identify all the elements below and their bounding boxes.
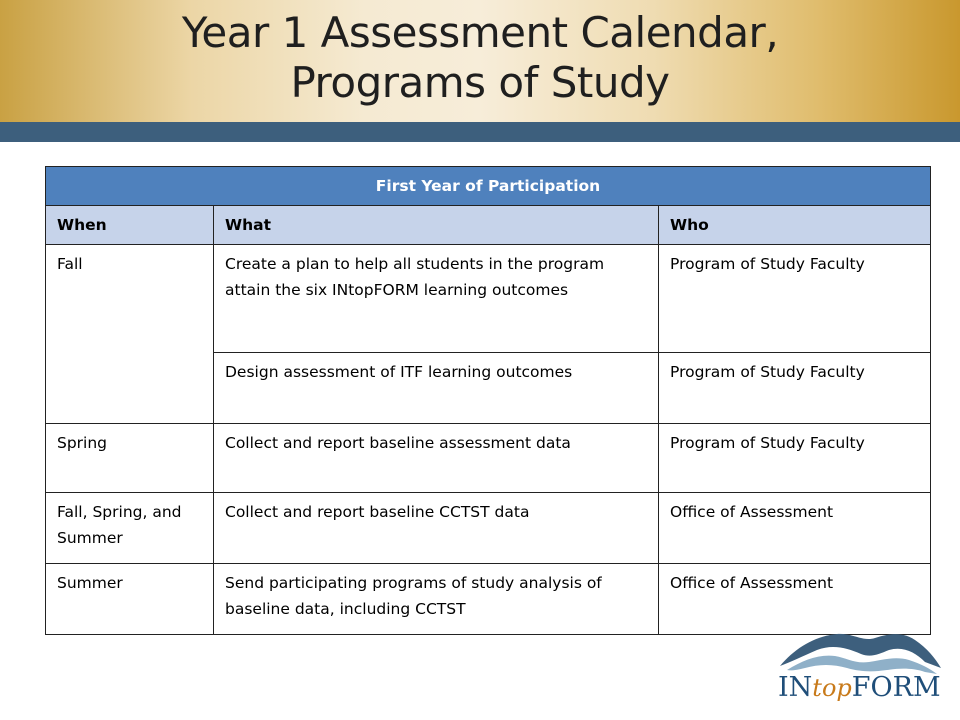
column-header-what: What [214, 206, 659, 245]
column-header-when: When [46, 206, 214, 245]
table-row [46, 424, 931, 493]
cell-who: Program of Study Faculty [659, 245, 931, 353]
cell-what: Send participating programs of study analysis of baseline data, including CCTST [214, 564, 659, 635]
logo-text-top: top [812, 674, 852, 702]
cell-when: Fall, Spring, and Summer [46, 493, 214, 564]
cell-who: Program of Study Faculty [659, 353, 931, 424]
intopform-logo-wordmark [778, 672, 948, 703]
table-caption: First Year of Participation [46, 167, 931, 206]
slide-title-line-1: Year 1 Assessment Calendar, [181, 8, 779, 57]
cell-who: Program of Study Faculty [659, 424, 931, 493]
logo-text-in: IN [778, 672, 813, 703]
cell-when: Fall [46, 245, 214, 424]
assessment-calendar-table [45, 166, 931, 635]
table-row [46, 564, 931, 635]
cell-who: Office of Assessment [659, 493, 931, 564]
cell-when: Spring [46, 424, 214, 493]
logo-text-form: FORM [851, 672, 941, 703]
table-caption-row [46, 167, 931, 206]
cell-who: Office of Assessment [659, 564, 931, 635]
slide-title-line-2: Programs of Study [290, 58, 670, 107]
cell-when: Summer [46, 564, 214, 635]
title-underline-bar [0, 122, 960, 142]
table-row [46, 245, 931, 353]
cell-what: Create a plan to help all students in the program attain the six INtopFORM learning outcomes [214, 245, 659, 353]
cell-what: Collect and report baseline CCTST data [214, 493, 659, 564]
table-row [46, 493, 931, 564]
cell-what: Design assessment of ITF learning outcomes [214, 353, 659, 424]
cell-what: Collect and report baseline assessment data [214, 424, 659, 493]
slide-title [0, 8, 960, 108]
table-header-row [46, 206, 931, 245]
column-header-who: Who [659, 206, 931, 245]
